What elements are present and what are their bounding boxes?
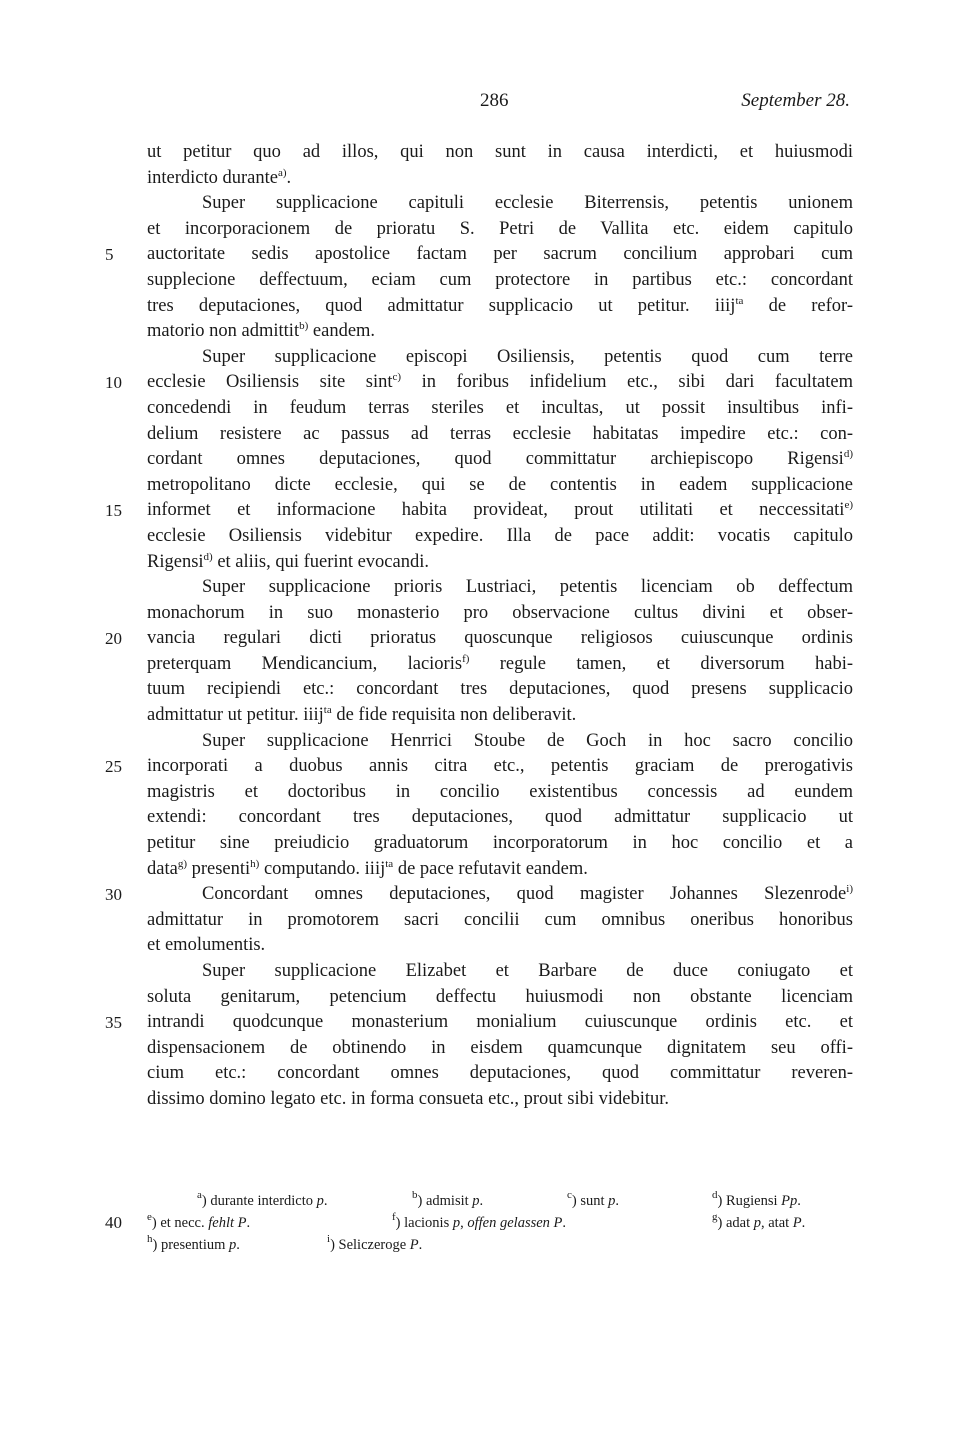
text-segment: P — [553, 1215, 563, 1231]
footnote — [712, 1190, 801, 1212]
text-segment: dissimo domino legato etc. in forma consueta etc., prout sibi videbitur. — [147, 1088, 670, 1109]
text-segment: interdicto durante — [147, 167, 278, 188]
text-segment: p — [229, 1237, 237, 1253]
text-segment: preterquam Mendicancium, lacioris — [147, 653, 463, 674]
text-segment: ) admisit — [417, 1193, 473, 1209]
line-number: 35 — [105, 1013, 122, 1033]
text-segment: de fide requisita non deliberavit. — [331, 705, 577, 726]
text-line — [147, 447, 853, 473]
footnote-marker: c — [567, 1189, 572, 1201]
text-segment: eandem. — [308, 321, 376, 342]
footnotes — [105, 1189, 853, 1256]
text-line — [147, 1036, 853, 1062]
footnote-marker: a — [197, 1189, 202, 1201]
text-segment: admittatur in promotorem sacri concilii cum omnibus oneribus honoribus — [147, 909, 853, 930]
footnote-marker: d) — [843, 448, 853, 461]
text-segment: ecclesie Osiliensis site sint — [147, 372, 393, 393]
text-segment: matorio non admittit — [147, 321, 300, 342]
text-segment: Super supplicacione Elizabet et Barbare de duce coniugato et — [202, 961, 853, 981]
footnote-marker: d) — [203, 550, 213, 563]
text-line — [147, 294, 853, 320]
text-segment: computando. iiij — [259, 858, 386, 879]
footnote — [147, 1212, 250, 1234]
footnote — [327, 1234, 422, 1256]
text-segment: . — [246, 1215, 251, 1231]
text-segment: data — [147, 858, 178, 879]
text-line — [147, 703, 853, 729]
footnote-marker: e — [147, 1211, 152, 1223]
text-segment: p — [608, 1193, 616, 1209]
text-segment: , atat — [760, 1215, 793, 1231]
footnote — [147, 1234, 240, 1256]
text-line — [147, 345, 853, 371]
text-segment: ) sunt — [571, 1193, 609, 1209]
text-segment: . — [797, 1193, 801, 1209]
text-line — [147, 217, 853, 243]
text-segment: ) Rugiensi — [717, 1193, 782, 1209]
text-line — [147, 1061, 853, 1087]
text-segment: p — [316, 1193, 324, 1209]
footnote-marker: e) — [844, 499, 853, 512]
text-segment: intrandi quodcunque monasterium monialium cuiuscunque ordinis etc. et — [147, 1012, 853, 1033]
text-segment: metropolitano dicte ecclesie, qui se de contentis in eadem supplicacione — [147, 474, 853, 495]
footnote — [712, 1212, 805, 1234]
text-segment: delium resistere ac passus ad terras ecclesie habitatas impedire etc.: con- — [147, 423, 853, 444]
text-segment: dispensacionem de obtinendo in eisdem quamcunque dignitatem seu offi- — [147, 1037, 853, 1058]
text-segment: Concordant omnes deputaciones, quod magister Johannes Slezenrode — [202, 884, 847, 905]
footnote-marker: b — [412, 1189, 418, 1201]
text-segment: Rigensi — [147, 551, 204, 572]
text-segment: Super supplicacione Henrrici Stoube de Goch in hoc sacro concilio — [202, 730, 853, 751]
line-number: 20 — [105, 629, 122, 649]
text-line — [147, 857, 853, 883]
text-segment: cordant omnes deputaciones, quod committatur archiepiscopo Rigensi — [147, 449, 844, 470]
footnote-marker: b) — [299, 320, 309, 333]
text-line — [147, 524, 853, 550]
text-line — [147, 959, 853, 985]
footnote-marker: g — [712, 1211, 718, 1223]
text-line — [105, 626, 853, 652]
footnote — [197, 1190, 328, 1212]
text-segment: in foribus infidelium etc., sibi dari facultatem — [401, 372, 853, 393]
text-segment: Pp — [781, 1193, 798, 1209]
page-number: 286 — [480, 90, 509, 111]
text-line — [147, 908, 853, 934]
footnote-marker: h) — [250, 857, 260, 870]
text-segment: cium etc.: concordant omnes deputaciones, quod committatur reveren- — [147, 1063, 853, 1084]
text-segment: Super supplicacione prioris Lustriaci, petentis licenciam ob deffectum — [202, 577, 853, 598]
text-segment: p — [753, 1215, 761, 1231]
footnote-marker: ta — [323, 704, 332, 717]
text-segment: . — [418, 1237, 423, 1253]
footnote-line — [147, 1234, 853, 1256]
text-line — [147, 601, 853, 627]
footnote-marker: f) — [462, 652, 470, 665]
text-segment: petitur sine preiudicio graduatorum incorporatorum in hoc concilio et a — [147, 833, 853, 854]
text-line — [147, 831, 853, 857]
text-segment: admittatur ut petitur. iiij — [147, 705, 324, 726]
text-segment: . — [479, 1193, 484, 1209]
text-segment: , — [460, 1215, 468, 1231]
footnote — [412, 1190, 483, 1212]
text-segment: tres deputaciones, quod admittatur supplicacio ut petitur. iiij — [147, 295, 736, 316]
running-head: September 28. — [741, 90, 850, 111]
text-segment: ) Seliczeroge — [330, 1237, 410, 1253]
text-line — [147, 805, 853, 831]
line-number: 25 — [105, 757, 122, 777]
text-segment: P — [409, 1237, 419, 1253]
text-segment: ) adat — [717, 1215, 754, 1231]
text-line — [147, 422, 853, 448]
text-line — [147, 985, 853, 1011]
footnote-marker: f — [392, 1211, 396, 1223]
text-line — [105, 882, 853, 908]
text-segment: . — [323, 1193, 328, 1209]
text-segment: et incorporacionem de prioratu S. Petri de Vallita etc. eidem capitulo — [147, 218, 853, 239]
text-line — [147, 780, 853, 806]
footnote-line — [105, 1211, 853, 1234]
text-line — [147, 652, 853, 678]
footnote-marker: i) — [846, 883, 853, 896]
text-segment: informet et informacione habita provideat, prout utilitati et neccessitati — [147, 500, 845, 521]
line-number: 30 — [105, 885, 122, 905]
text-line — [147, 396, 853, 422]
line-number: 40 — [105, 1213, 122, 1232]
text-segment: supplecione deffectuum, eciam cum protectore in partibus etc.: concordant — [147, 269, 853, 290]
footnote — [392, 1212, 566, 1234]
text-segment: auctoritate sedis apostolice factam per sacrum concilium approbari cum — [147, 244, 853, 265]
footnote-marker: d — [712, 1189, 718, 1201]
text-segment: . — [562, 1215, 567, 1231]
text-line — [147, 677, 853, 703]
line-number: 5 — [105, 245, 114, 265]
text-segment: de refor- — [743, 295, 854, 316]
footnote-marker: i — [327, 1233, 331, 1245]
text-segment: ecclesie Osiliensis videbitur expedire. Illa de pace addit: vocatis capitulo — [147, 525, 853, 546]
text-segment: magistris et doctoribus in concilio existentibus concessis ad eundem — [147, 781, 853, 802]
text-line — [147, 550, 853, 576]
text-line — [147, 729, 853, 755]
text-segment: concedendi in feudum terras steriles et incultas, ut possit insultibus infi- — [147, 397, 853, 418]
text-line — [105, 754, 853, 780]
text-segment: P — [792, 1215, 802, 1231]
footnote-marker: ta — [735, 294, 744, 307]
text-segment: incorporati a duobus annis citra etc., petentis graciam de prerogativis — [147, 756, 853, 777]
text-segment: ) presentium — [152, 1237, 230, 1253]
page-header — [0, 90, 960, 120]
text-segment: Super supplicacione episcopi Osiliensis, petentis quod cum terre — [202, 346, 853, 367]
footnote — [567, 1190, 619, 1212]
text-line — [147, 140, 853, 166]
text-segment: fehlt — [208, 1215, 235, 1231]
text-segment: p — [472, 1193, 480, 1209]
text-segment: monachorum in suo monasterio pro observacione cultus divini et obser- — [147, 602, 853, 623]
text-segment: . — [286, 167, 292, 188]
text-line — [147, 575, 853, 601]
text-segment: regule tamen, et diversorum habi- — [469, 653, 853, 674]
text-segment: . — [236, 1237, 240, 1253]
text-line — [147, 166, 853, 192]
text-segment: presenti — [186, 858, 251, 879]
text-line — [147, 268, 853, 294]
footnote-line — [147, 1190, 853, 1212]
text-line — [105, 370, 853, 396]
text-line — [147, 473, 853, 499]
text-segment: offen gelassen — [467, 1215, 550, 1231]
footnote-marker: h — [147, 1233, 153, 1245]
text-segment: extendi: concordant tres deputaciones, quod admittatur supplicacio ut — [147, 807, 853, 828]
line-number: 15 — [105, 501, 122, 521]
text-segment: . — [801, 1215, 806, 1231]
text-line — [147, 319, 853, 345]
text-segment: P — [237, 1215, 247, 1231]
text-segment: et emolumentis. — [147, 935, 266, 956]
footnote-marker: c) — [392, 371, 402, 384]
text-line — [105, 1010, 853, 1036]
footnote-marker: a) — [278, 166, 287, 179]
text-segment: ut petitur quo ad illos, qui non sunt in causa interdicti, et huiusmodi — [147, 142, 853, 162]
text-segment: tuum recipiendi etc.: concordant tres deputaciones, quod presens supplicacio — [147, 679, 853, 700]
text-segment: vancia regulari dicti prioratus quoscunque religiosos cuiuscunque ordinis — [147, 628, 853, 649]
text-segment: ) durante interdicto — [201, 1193, 317, 1209]
line-number: 10 — [105, 373, 122, 393]
text-segment: soluta genitarum, petencium deffectu huiusmodi non obstante licenciam — [147, 986, 853, 1007]
text-segment: . — [615, 1193, 620, 1209]
footnote-marker: ta — [385, 857, 394, 870]
body-text — [105, 140, 854, 1113]
text-line — [147, 1087, 853, 1113]
text-line — [147, 933, 853, 959]
text-segment: ) et necc. — [151, 1215, 209, 1231]
text-segment: Super supplicacione capituli ecclesie Biterrensis, petentis unionem — [202, 193, 853, 214]
text-line — [105, 498, 853, 524]
text-segment: p — [452, 1215, 461, 1231]
text-line — [147, 191, 853, 217]
text-segment: ) lacionis — [395, 1215, 453, 1231]
text-segment: et aliis, qui fuerint evocandi. — [212, 551, 429, 572]
text-line — [105, 242, 853, 268]
text-segment: de pace refutavit eandem. — [393, 858, 588, 879]
footnote-marker: g) — [177, 857, 187, 870]
